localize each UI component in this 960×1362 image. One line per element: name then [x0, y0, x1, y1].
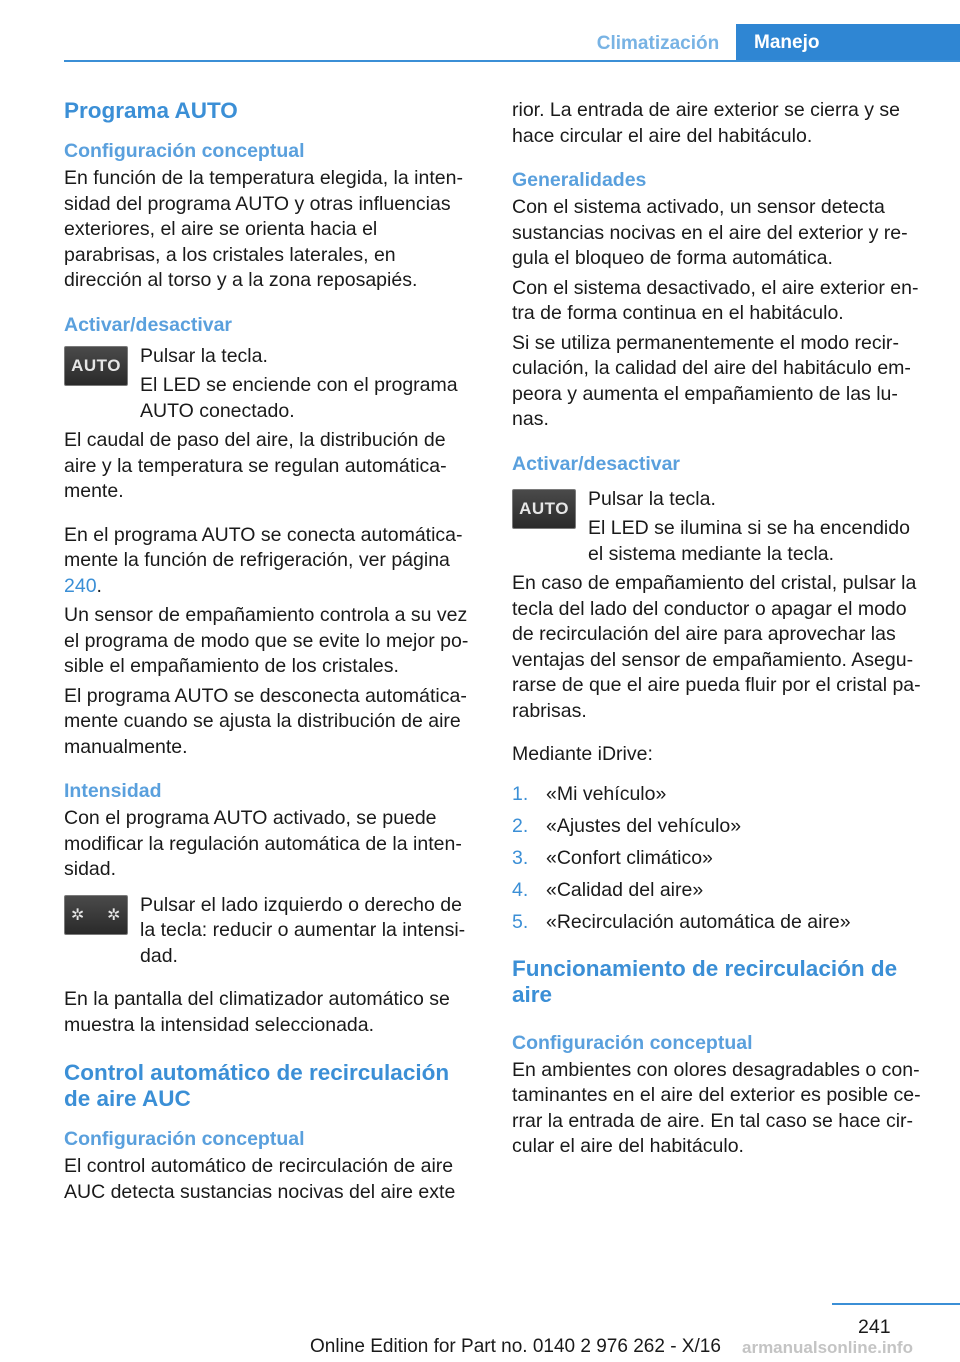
step-number: 1. [512, 782, 529, 805]
step-number: 2. [512, 814, 529, 837]
step-text: «Mi vehículo» [546, 782, 667, 805]
page-link[interactable]: 240 [64, 574, 97, 597]
heading-auc: Control automático de recirculación de aire AUC [64, 1060, 450, 1111]
step-number: 5. [512, 910, 529, 933]
paragraph-text: En el programa AUTO se conecta automáticamente la función de refrigeración, ver página [64, 523, 463, 571]
watermark: armanualsonline.info [742, 1338, 913, 1357]
chapter-tab: Manejo [736, 24, 960, 62]
subheading-configuracion: Configuración conceptual [64, 1128, 305, 1150]
right-column [512, 98, 928, 1164]
edition-note: Online Edition for Part no. 0140 2 976 262 - X/16 [310, 1336, 721, 1357]
subheading-activar: Activar/desactivar [64, 313, 233, 336]
paragraph: Un sensor de empañamiento controla a su vez el programa de modo que se evite lo mejor posible el empañamiento de los cristales. [64, 604, 469, 677]
paragraph: Con el programa AUTO activado, se puede modificar la regulación automática de la intensidad. [64, 807, 462, 880]
subheading-generalidades: Generalidades [512, 169, 647, 191]
page-number: 241 [858, 1316, 891, 1338]
step-number: 4. [512, 878, 529, 901]
section-tab: Climatización [596, 33, 720, 54]
paragraph: En caso de empañamiento del cristal, pulsar la tecla del lado del conductor o apagar el modo de recirculación del aire para aprovechar las ventajas del sensor de empañamiento. Asegurarse de que el aire pueda fluir por el cristal parabrisas. [512, 572, 921, 722]
list-item [512, 846, 928, 872]
list-item [512, 782, 928, 808]
paragraph: Si se utiliza permanentemente el modo recirculación, la calidad del aire del habitáculo empeora y aumenta el empañamiento de las lunas. [512, 331, 911, 430]
paragraph: El caudal de paso del aire, la distribución de aire y la temperatura se regulan automáticamente. [64, 429, 447, 502]
paragraph: El LED se enciende con el programa AUTO conectado. [140, 374, 458, 422]
footer-rule [832, 1303, 960, 1305]
paragraph: El LED se ilumina si se ha encendido el sistema mediante la tecla. [588, 517, 910, 565]
paragraph: rior. La entrada de aire exterior se cierra y se hace circular el aire del habitáculo. [512, 99, 901, 147]
fan-intensity-button-icon [64, 895, 128, 935]
subheading-intensidad: Intensidad [64, 780, 162, 802]
paragraph [64, 523, 478, 600]
subheading-activar: Activar/desactivar [512, 452, 681, 475]
step-text: «Calidad del aire» [546, 878, 704, 901]
heading-recirculacion: Funcionamiento de recirculación de aire [512, 955, 898, 1007]
paragraph: En la pantalla del climatizador automático se muestra la intensidad seleccionada. [64, 988, 450, 1036]
step-text: «Recirculación automática de aire» [546, 910, 851, 933]
auto-button-icon: AUTO [512, 489, 576, 529]
fan-low-icon: ✲ [71, 906, 85, 924]
step-text: «Ajustes del vehículo» [546, 814, 742, 837]
fan-button-block [64, 893, 478, 970]
auto-button-block [512, 487, 928, 568]
page-header [0, 0, 960, 62]
auto-button-icon: AUTO [64, 346, 128, 386]
paragraph: Pulsar la tecla. [140, 344, 268, 367]
list-item [512, 814, 928, 840]
paragraph: El control automático de recirculación de aire AUC detecta sustancias nocivas del aire exte [64, 1155, 456, 1203]
fan-high-icon: ✲ [107, 906, 121, 924]
heading-programa-auto: Programa AUTO [64, 98, 238, 123]
subheading-configuracion: Configuración conceptual [64, 140, 305, 162]
paragraph-text: . [96, 574, 102, 597]
header-rule [64, 60, 960, 62]
step-number: 3. [512, 846, 529, 869]
paragraph: En ambientes con olores desagradables o contaminantes en el aire del exterior es posible cerrar la entrada de aire. En tal caso se hace circular el aire del habitáculo. [512, 1058, 921, 1157]
auto-button-block [64, 344, 478, 425]
paragraph: En función de la temperatura elegida, la intensidad del programa AUTO y otras influencias exteriores, el aire se orienta hacia el parabrisas, a los cristales laterales, en dirección al torso y a la zona reposapiés. [64, 167, 463, 291]
left-column [64, 98, 478, 1209]
paragraph: Con el sistema activado, un sensor detecta sustancias nocivas en el aire del exterior y regula el bloqueo de forma automática. [512, 196, 908, 269]
subheading-configuracion: Configuración conceptual [512, 1031, 753, 1054]
step-text: «Confort climático» [546, 846, 713, 869]
paragraph: El programa AUTO se desconecta automáticamente cuando se ajusta la distribución de aire manualmente. [64, 684, 467, 758]
paragraph: Mediante iDrive: [512, 743, 653, 765]
paragraph: Con el sistema desactivado, el aire exterior entra de forma continua en el habitáculo. [512, 276, 919, 324]
list-item [512, 910, 928, 936]
idrive-steps [512, 782, 928, 936]
paragraph: Pulsar la tecla. [588, 487, 716, 510]
paragraph: Pulsar el lado izquierdo o derecho de la tecla: reducir o aumentar la intensidad. [140, 893, 466, 967]
list-item [512, 878, 928, 904]
